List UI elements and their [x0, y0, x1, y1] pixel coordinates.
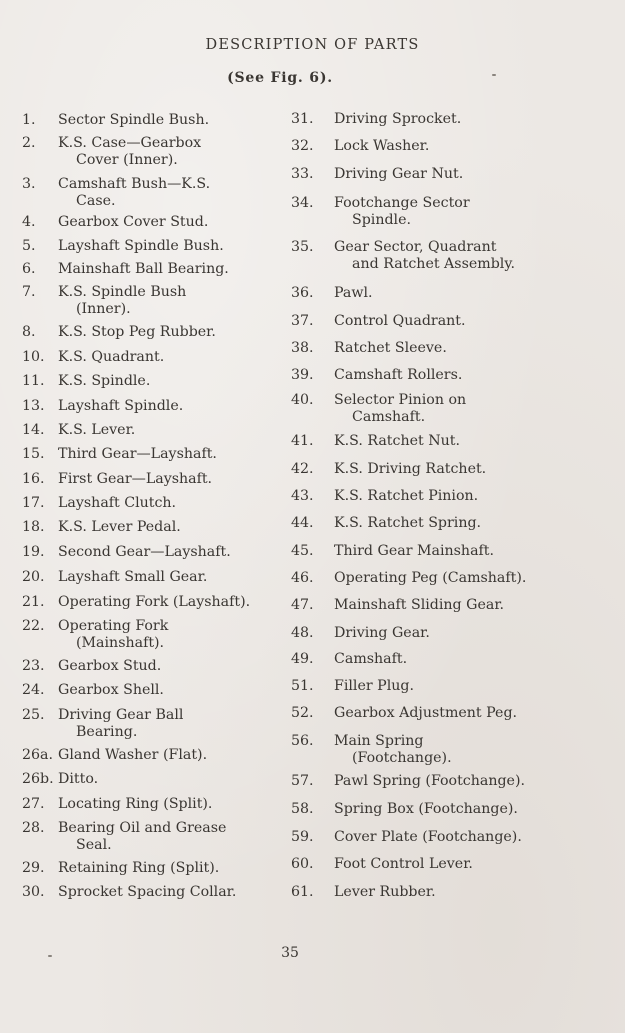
part-description-continuation: and Ratchet Assembly.	[352, 256, 515, 272]
part-description-line: Lock Washer.	[334, 138, 430, 154]
part-description	[334, 461, 486, 478]
part-description-line: Operating Peg (Camshaft).	[334, 570, 527, 586]
part-description-line: Cover Plate (Footchange).	[334, 829, 522, 845]
part-description-line: Spring Box (Footchange).	[334, 801, 518, 817]
part-description	[58, 495, 176, 512]
part-description	[58, 112, 209, 129]
part-number: 36.	[291, 285, 314, 301]
part-description-line: K.S. Ratchet Nut.	[334, 433, 460, 449]
part-description-line: K.S. Spindle.	[58, 373, 151, 389]
part-description	[58, 349, 164, 366]
part-number: 26a.	[22, 747, 54, 763]
part-number: 11.	[22, 373, 45, 389]
part-description	[334, 570, 526, 587]
part-description	[58, 214, 208, 231]
part-description-line: Third Gear—Layshaft.	[58, 446, 217, 462]
part-description	[58, 261, 229, 278]
part-number: 10.	[22, 349, 45, 365]
part-description-line: Driving Sprocket.	[334, 111, 462, 127]
part-number: 51.	[291, 678, 314, 694]
part-description	[58, 176, 210, 210]
part-description	[334, 111, 461, 128]
part-description	[58, 618, 168, 652]
part-description	[334, 340, 447, 357]
part-number: 19.	[22, 544, 45, 560]
part-description	[334, 678, 414, 695]
part-description-line: Mainshaft Sliding Gear.	[334, 597, 505, 613]
part-description	[58, 324, 216, 341]
part-number: 59.	[291, 829, 314, 845]
part-number: 25.	[22, 707, 45, 723]
part-description	[58, 682, 164, 699]
part-number: 27.	[22, 796, 45, 812]
part-description	[334, 597, 504, 614]
part-description-line: Layshaft Small Gear.	[58, 569, 208, 585]
part-description	[334, 515, 481, 532]
part-number: 35.	[291, 239, 314, 255]
part-description	[334, 239, 515, 273]
part-number: 40.	[291, 392, 314, 408]
part-number: 45.	[291, 543, 314, 559]
part-number: 37.	[291, 313, 314, 329]
part-description-line: Camshaft Rollers.	[334, 367, 463, 383]
part-number: 6.	[22, 261, 36, 277]
part-description-continuation: (Footchange).	[352, 750, 452, 766]
part-description	[58, 446, 217, 463]
part-description	[58, 471, 212, 488]
part-number: 38.	[291, 340, 314, 356]
part-description-line: Gearbox Stud.	[58, 658, 162, 674]
paper-speck	[492, 74, 496, 76]
part-description-line: K.S. Spindle Bush	[58, 284, 187, 300]
part-number: 39.	[291, 367, 314, 383]
part-description-line: Camshaft.	[334, 651, 408, 667]
part-number: 2.	[22, 135, 36, 151]
part-description-line: Second Gear—Layshaft.	[58, 544, 231, 560]
part-description-line: Locating Ring (Split).	[58, 796, 213, 812]
part-description	[58, 135, 201, 169]
part-number: 57.	[291, 773, 314, 789]
part-description	[58, 422, 135, 439]
part-number: 13.	[22, 398, 45, 414]
part-number: 47.	[291, 597, 314, 613]
part-number: 43.	[291, 488, 314, 504]
part-description-continuation: Case.	[76, 193, 116, 209]
part-description-line: Ratchet Sleeve.	[334, 340, 447, 356]
part-description-line: Gearbox Shell.	[58, 682, 164, 698]
part-description	[334, 138, 429, 155]
paper-speck	[48, 955, 52, 957]
part-description-line: Gland Washer (Flat).	[58, 747, 208, 763]
part-description	[58, 747, 207, 764]
part-number: 1.	[22, 112, 36, 128]
part-description-line: First Gear—Layshaft.	[58, 471, 213, 487]
part-description-line: Filler Plug.	[334, 678, 414, 694]
part-description-line: K.S. Driving Ratchet.	[334, 461, 487, 477]
part-description	[58, 519, 181, 536]
part-description-line: Driving Gear.	[334, 625, 430, 641]
part-description-line: K.S. Stop Peg Rubber.	[58, 324, 216, 340]
part-description	[334, 392, 466, 426]
part-description	[58, 238, 224, 255]
part-number: 4.	[22, 214, 36, 230]
part-description-line: Gearbox Cover Stud.	[58, 214, 209, 230]
part-number: 31.	[291, 111, 314, 127]
part-description-line: Layshaft Clutch.	[58, 495, 177, 511]
part-number: 18.	[22, 519, 45, 535]
part-description	[58, 658, 161, 675]
part-description-continuation: Camshaft.	[352, 409, 426, 425]
part-description-line: Sprocket Spacing Collar.	[58, 884, 237, 900]
part-description-line: K.S. Ratchet Spring.	[334, 515, 482, 531]
part-description	[58, 594, 250, 611]
part-number: 52.	[291, 705, 314, 721]
part-description-line: K.S. Ratchet Pinion.	[334, 488, 479, 504]
part-description-line: Selector Pinion on	[334, 392, 467, 408]
part-description-line: Driving Gear Ball	[58, 707, 184, 723]
part-number: 5.	[22, 238, 36, 254]
part-description	[58, 860, 219, 877]
part-description	[334, 884, 436, 901]
part-description	[334, 433, 460, 450]
part-number: 56.	[291, 733, 314, 749]
part-number: 3.	[22, 176, 36, 192]
part-description	[334, 705, 517, 722]
part-number: 7.	[22, 284, 36, 300]
part-description	[334, 543, 494, 560]
part-number: 21.	[22, 594, 45, 610]
part-description	[334, 488, 478, 505]
part-description-line: Sector Spindle Bush.	[58, 112, 210, 128]
part-description-line: Bearing Oil and Grease	[58, 820, 227, 836]
part-description-continuation: (Mainshaft).	[76, 635, 165, 651]
part-number: 8.	[22, 324, 36, 340]
part-description	[334, 773, 525, 790]
part-description	[334, 733, 452, 767]
part-description-line: Layshaft Spindle Bush.	[58, 238, 224, 254]
part-number: 17.	[22, 495, 45, 511]
part-description-line: Footchange Sector	[334, 195, 470, 211]
page-number: 35	[281, 945, 299, 961]
part-number: 29.	[22, 860, 45, 876]
part-number: 46.	[291, 570, 314, 586]
part-number: 58.	[291, 801, 314, 817]
part-description-continuation: Bearing.	[76, 724, 138, 740]
part-description-line: Ditto.	[58, 771, 99, 787]
part-description	[58, 398, 183, 415]
part-description-continuation: (Inner).	[76, 301, 131, 317]
part-description-line: Operating Fork (Layshaft).	[58, 594, 251, 610]
part-number: 16.	[22, 471, 45, 487]
part-description	[58, 373, 150, 390]
part-description-line: K.S. Quadrant.	[58, 349, 165, 365]
part-description-line: Mainshaft Ball Bearing.	[58, 261, 229, 277]
page-title: DESCRIPTION OF PARTS	[205, 37, 420, 53]
part-number: 60.	[291, 856, 314, 872]
part-number: 41.	[291, 433, 314, 449]
part-number: 49.	[291, 651, 314, 667]
part-description-line: Retaining Ring (Split).	[58, 860, 220, 876]
part-description-line: Operating Fork	[58, 618, 169, 634]
part-description	[334, 367, 462, 384]
part-description-line: Control Quadrant.	[334, 313, 466, 329]
part-number: 24.	[22, 682, 45, 698]
part-description-line: Gearbox Adjustment Peg.	[334, 705, 518, 721]
part-description-line: K.S. Case—Gearbox	[58, 135, 202, 151]
part-description	[58, 796, 212, 813]
part-description-line: Third Gear Mainshaft.	[334, 543, 494, 559]
part-number: 26b.	[22, 771, 54, 787]
part-number: 22.	[22, 618, 45, 634]
part-description	[334, 195, 470, 229]
part-number: 14.	[22, 422, 45, 438]
part-description-line: Lever Rubber.	[334, 884, 436, 900]
part-description-continuation: Spindle.	[352, 212, 412, 228]
part-description	[58, 884, 236, 901]
part-number: 33.	[291, 166, 314, 182]
part-description	[334, 801, 518, 818]
part-description-line: K.S. Lever.	[58, 422, 136, 438]
part-description-line: Gear Sector, Quadrant	[334, 239, 497, 255]
part-description-line: Layshaft Spindle.	[58, 398, 184, 414]
part-description-line: Pawl Spring (Footchange).	[334, 773, 525, 789]
part-number: 34.	[291, 195, 314, 211]
part-description	[334, 285, 373, 302]
part-description-line: Pawl.	[334, 285, 373, 301]
part-description	[58, 771, 98, 788]
part-number: 23.	[22, 658, 45, 674]
part-description	[334, 166, 463, 183]
part-description-line: K.S. Lever Pedal.	[58, 519, 181, 535]
part-description-line: Driving Gear Nut.	[334, 166, 464, 182]
part-description	[58, 544, 231, 561]
page-subtitle: (See Fig. 6).	[227, 70, 333, 86]
part-number: 42.	[291, 461, 314, 477]
part-number: 48.	[291, 625, 314, 641]
part-description	[334, 651, 407, 668]
part-number: 32.	[291, 138, 314, 154]
part-description	[58, 820, 226, 854]
part-number: 30.	[22, 884, 45, 900]
part-description	[334, 829, 522, 846]
part-description-line: Main Spring	[334, 733, 424, 749]
part-description	[58, 569, 207, 586]
part-description-line: Camshaft Bush—K.S.	[58, 176, 211, 192]
part-number: 61.	[291, 884, 314, 900]
part-description-line: Foot Control Lever.	[334, 856, 473, 872]
part-description-continuation: Cover (Inner).	[76, 152, 178, 168]
part-number: 20.	[22, 569, 45, 585]
part-number: 44.	[291, 515, 314, 531]
part-description	[58, 284, 186, 318]
part-number: 28.	[22, 820, 45, 836]
part-description-continuation: Seal.	[76, 837, 112, 853]
part-description	[58, 707, 183, 741]
part-number: 15.	[22, 446, 45, 462]
part-description	[334, 625, 430, 642]
part-description	[334, 856, 473, 873]
part-description	[334, 313, 466, 330]
